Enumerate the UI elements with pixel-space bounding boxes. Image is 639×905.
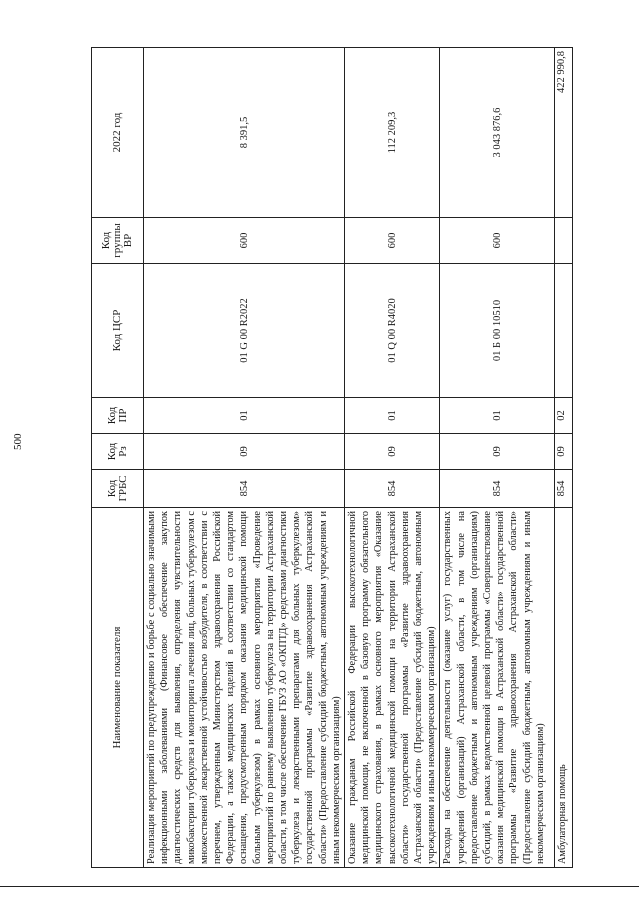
row-csr: 01 Б 00 10510 [440, 264, 555, 398]
row-csr: 01 Q 00 R4020 [345, 264, 440, 398]
row-name: Амбулаторная помощь [555, 508, 573, 868]
row-grbs: 854 [345, 470, 440, 508]
header-grbs: Код ГРБС [92, 470, 144, 508]
row-csr: 01 G 00 R2022 [144, 264, 345, 398]
row-vr: 600 [345, 218, 440, 264]
table-row [345, 48, 440, 868]
header-pr: Код ПР [92, 398, 144, 434]
table-row [144, 48, 345, 868]
rotated-page-content [91, 48, 569, 868]
table-header-row [92, 48, 144, 868]
row-name: Расходы на обеспечение деятельности (оказание услуг) государственных учреждений (организаций) Астраханской области, в том числе на предоставление бюджетным и автономным учреждениям (организациям) субсидий, в рамках ведомственной целевой программы «Совершенствование оказания медицинской помощи в Астраханской области» государственной программы «Развитие здравоохранения Астраханской области» (Предоставление субсидий бюджетным, автономным учреждениям и иным некоммерческим организациям) [440, 508, 555, 868]
row-vr: 600 [144, 218, 345, 264]
row-vr: 600 [440, 218, 555, 264]
row-grbs: 854 [144, 470, 345, 508]
row-grbs: 854 [440, 470, 555, 508]
row-name: Реализация мероприятий по предупреждению и борьбе с социально значимыми инфекционными заболеваниями (Финансовое обеспечение закупок диагностических средств для выявления, определения чувствительности микобактерии туберкулеза и мониторинга лечения лиц, больных туберкулезом с множественной лекарственной устойчивостью возбудителя, в соответствии с перечнем, утвержденным Министерством здравоохранения Российской Федерации, а также медицинских изделий в соответствии со стандартом оснащения, предусмотренным порядком оказания медицинской помощи больным туберкулезом) в рамках основного мероприятия «Проведение мероприятий по раннему выявлению туберкулеза на территории Астраханской области, в том числе обеспечение ГБУЗ АО «ОКПТД» средствами диагностики туберкулеза и лекарственными препаратами для больных туберкулезом» государственной программы «Развитие здравоохранения Астраханской области» (Предоставление субсидий бюджетным, автономным учреждениям и иным некоммерческим организациям) [144, 508, 345, 868]
row-amount: 112 209,3 [345, 48, 440, 218]
row-name: Оказание гражданам Российской Федерации высокотехнологичной медицинской помощи, не включенной в базовую программу обязательного медицинского страхования, в рамках основного мероприятия «Оказание высокотехнологичной медицинской помощи на территории Астраханской области» государственной программы «Развитие здравоохранения Астраханской области» (Предоставление субсидий бюджетным, автономным учреждениям и иным некоммерческим организациям) [345, 508, 440, 868]
page-bottom-rule [0, 886, 639, 887]
row-rz: 09 [440, 434, 555, 470]
row-rz: 09 [144, 434, 345, 470]
header-rz: Код Рз [92, 434, 144, 470]
header-year: 2022 год [92, 48, 144, 218]
row-pr: 01 [345, 398, 440, 434]
row-pr: 01 [440, 398, 555, 434]
header-csr: Код ЦСР [92, 264, 144, 398]
budget-table [91, 47, 573, 868]
row-vr [555, 218, 573, 264]
row-pr: 01 [144, 398, 345, 434]
header-vr: Код группы ВР [92, 218, 144, 264]
row-pr: 02 [555, 398, 573, 434]
table-row [555, 48, 573, 868]
page-number: 500 [12, 433, 24, 450]
row-csr [555, 264, 573, 398]
table-row [440, 48, 555, 868]
row-rz: 09 [345, 434, 440, 470]
row-amount: 3 043 876,6 [440, 48, 555, 218]
row-amount: 422 990,8 [555, 48, 573, 218]
header-name: Наименование показателя [92, 508, 144, 868]
row-grbs: 854 [555, 470, 573, 508]
row-amount: 8 391,5 [144, 48, 345, 218]
row-rz: 09 [555, 434, 573, 470]
